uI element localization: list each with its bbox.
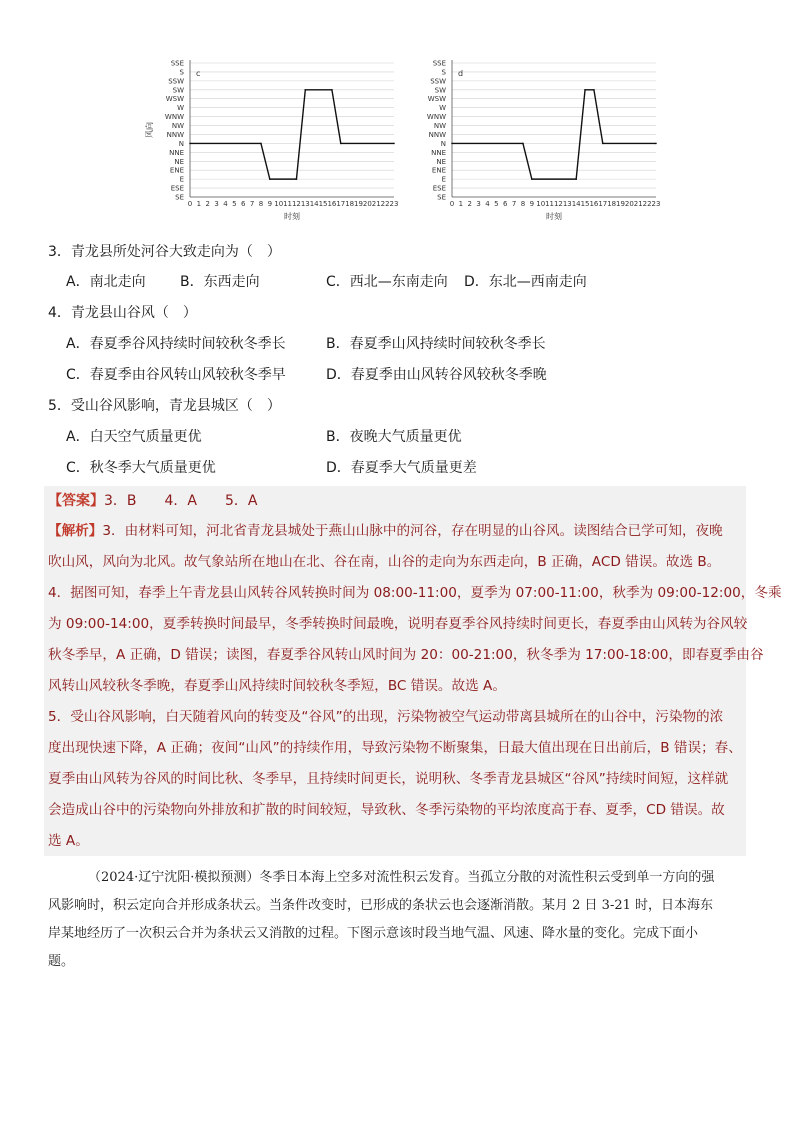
y-tick-label: WNW [164, 113, 184, 122]
y-tick-label: W [177, 104, 184, 113]
analysis-3-line-1: 3．由材料可知，河北省青龙县城处于燕山山脉中的河谷，存在明显的山谷风。读图结合已学可知，夜晚 [102, 523, 723, 539]
q5-option-a: A．白天空气质量更优 [66, 429, 202, 445]
data-point [655, 143, 657, 145]
y-tick-label: N [440, 139, 446, 148]
x-tick-label: 16 [327, 200, 337, 208]
analysis-5-line-4: 会造成山谷中的污染物向外排放和扩散的时间较短，导致秋、冬季污染物的平均浓度高于春、夏季，CD 错误。故 [48, 802, 725, 818]
data-point [296, 178, 298, 180]
data-point [189, 143, 191, 145]
analysis-5-line-5: 选 A。 [48, 833, 89, 849]
x-tick-label: 7 [511, 200, 517, 208]
y-tick-label: SSE [170, 59, 184, 68]
analysis-paragraph-4 [48, 578, 782, 702]
data-point [584, 89, 586, 91]
x-tick-label: 6 [502, 200, 508, 208]
x-tick-label: 22 [380, 200, 390, 208]
x-tick-label: 14 [571, 200, 581, 208]
y-tick-label: SSW [430, 77, 446, 86]
y-tick-label: SE [437, 193, 446, 202]
x-tick-label: 12 [291, 200, 301, 208]
x-tick-label: 5 [232, 200, 237, 208]
data-point [331, 89, 333, 91]
x-tick-label: 14 [309, 200, 319, 208]
data-point [451, 143, 453, 145]
analysis-4-line-3: 秋冬季早，A 正确，D 错误；读图，春夏季谷风转山风时间为 20：00-21:00，秋冬季为 17:00-18:00，即春夏季由谷 [48, 647, 764, 663]
x-tick-label: 3 [476, 200, 481, 208]
x-tick-label: 2 [205, 200, 210, 208]
y-tick-label: ESE [170, 184, 184, 193]
q4-option-c: C．春夏季由谷风转山风较秋冬季早 [66, 367, 286, 383]
x-tick-label: 7 [249, 200, 255, 208]
y-tick-label: SW [434, 86, 446, 95]
y-tick-label: E [441, 175, 446, 184]
x-tick-label: 21 [371, 200, 381, 208]
next-question-material [48, 864, 748, 976]
x-tick-label: 0 [187, 200, 193, 208]
x-tick-label: 1 [196, 200, 202, 208]
x-tick-label: 17 [598, 200, 608, 208]
y-tick-label: SSE [432, 59, 446, 68]
x-tick-label: 5 [494, 200, 499, 208]
x-tick-label: 17 [336, 200, 346, 208]
analysis-5-line-3: 夏季由山风转为谷风的时间比秋、冬季早，且持续时间更长，说明秋、冬季青龙县城区“谷风”持续时间短，这样就 [48, 771, 729, 787]
analysis-tag: 【解析】 [48, 523, 103, 539]
x-tick-label: 0 [449, 200, 455, 208]
y-tick-label: ENE [169, 166, 184, 175]
y-tick-label: WSW [427, 95, 446, 104]
q3-option-d: D．东北—西南走向 [464, 274, 587, 290]
x-tick-label: 11 [283, 200, 293, 208]
x-tick-label: 23 [651, 200, 661, 208]
x-tick-label: 16 [589, 200, 599, 208]
x-tick-label: 19 [354, 200, 363, 208]
x-tick-label: 18 [345, 200, 355, 208]
material-line-4: 题。 [48, 954, 75, 969]
x-tick-label: 8 [520, 200, 526, 208]
x-tick-label: 15 [580, 200, 590, 208]
analysis-4-line-1: 4．据图可知，春季上午青龙县山风转谷风转换时间为 08:00-11:00，夏季为 07:00-11:00，秋季为 09:00-12:00，冬乘 [48, 585, 782, 601]
data-point [522, 143, 524, 145]
material-line-1: （2024·辽宁沈阳·模拟预测）冬季日本海上空多对流性积云发育。当孤立分散的对流性积云受到单一方向的强 [88, 870, 715, 885]
data-point [593, 89, 595, 91]
x-tick-label: 10 [274, 200, 284, 208]
panel-label: d [458, 69, 464, 78]
x-tick-label: 23 [389, 200, 399, 208]
x-tick-label: 6 [240, 200, 246, 208]
x-tick-label: 13 [562, 200, 572, 208]
data-point [393, 143, 395, 145]
answer-line [48, 491, 257, 511]
x-tick-label: 9 [529, 200, 535, 208]
y-tick-label: NNW [166, 130, 184, 139]
analysis-4-line-2: 为 09:00-14:00，夏季转换时间最早，冬季转换时间最晚，说明春夏季谷风持续时间更长，春夏季由山风转为谷风较 [48, 616, 748, 632]
y-tick-label: W [439, 104, 446, 113]
data-point [340, 143, 342, 145]
q3-option-a: A．南北走向 [66, 274, 146, 290]
material-line-2: 风影响时，积云定向合并形成条状云。当条件改变时，已形成的条状云也会逐渐消散。某月 2 日 3-21 时，日本海东 [48, 898, 714, 913]
y-tick-label: NE [436, 157, 446, 166]
y-tick-label: NNW [428, 130, 446, 139]
y-tick-label: NW [171, 122, 184, 131]
q5-option-d: D．春夏季大气质量更差 [326, 460, 477, 476]
x-tick-label: 11 [545, 200, 555, 208]
analysis-paragraph-3 [48, 516, 742, 578]
x-axis-label: 时刻 [546, 212, 562, 221]
x-tick-label: 4 [485, 200, 490, 208]
y-tick-label: ENE [431, 166, 446, 175]
x-tick-label: 13 [300, 200, 310, 208]
x-tick-label: 20 [624, 200, 634, 208]
y-tick-label: NW [433, 122, 446, 131]
chart-svg [138, 55, 661, 235]
x-tick-label: 3 [214, 200, 219, 208]
data-point [575, 178, 577, 180]
x-tick-label: 9 [267, 200, 273, 208]
question-3-stem: 3．青龙县所处河谷大致走向为（ ） [48, 244, 281, 260]
analysis-paragraph-5 [48, 702, 742, 857]
y-tick-label: NNE [169, 148, 184, 157]
x-tick-label: 15 [318, 200, 328, 208]
y-tick-label: WSW [165, 95, 184, 104]
x-tick-label: 8 [258, 200, 264, 208]
y-tick-label: WNW [426, 113, 446, 122]
q3-option-b: B．东西走向 [180, 274, 260, 290]
question-4-stem: 4．青龙县山谷风（ ） [48, 305, 197, 321]
y-tick-label: S [179, 68, 184, 77]
x-tick-label: 19 [616, 200, 625, 208]
x-tick-label: 1 [458, 200, 464, 208]
x-tick-label: 4 [223, 200, 228, 208]
data-point [602, 143, 604, 145]
analysis-4-line-4: 风转山风较秋冬季晚，春夏季山风持续时间较秋冬季短，BC 错误。故选 A。 [48, 678, 506, 694]
material-line-3: 岸某地经历了一次积云合并为条状云又消散的过程。下图示意该时段当地气温、风速、降水量的变化。完成下面小 [48, 926, 699, 941]
answer-text: 3．B 4．A 5．A [104, 493, 258, 509]
q3-option-c: C．西北—东南走向 [326, 274, 448, 290]
y-tick-label: NNE [431, 148, 446, 157]
answer-analysis-block [44, 486, 782, 856]
y-tick-label: SSW [168, 77, 184, 86]
x-tick-label: 10 [536, 200, 546, 208]
y-tick-label: E [179, 175, 184, 184]
data-point [269, 178, 271, 180]
x-tick-label: 22 [642, 200, 652, 208]
q4-option-a: A．春夏季谷风持续时间较秋冬季长 [66, 336, 286, 352]
x-axis-label: 时刻 [284, 212, 300, 221]
x-tick-label: 21 [633, 200, 643, 208]
q5-option-b: B．夜晚大气质量更优 [326, 429, 462, 445]
question-5-stem: 5．受山谷风影响，青龙县城区（ ） [48, 398, 281, 414]
analysis-5-line-2: 度出现快速下降，A 正确；夜间“山风”的持续作用，导致污染物不断聚集，日最大值出现在日出前后，B 错误；春、 [48, 740, 742, 756]
y-tick-label: ESE [432, 184, 446, 193]
data-point [260, 143, 262, 145]
panel-label: c [196, 69, 201, 78]
x-tick-label: 2 [467, 200, 472, 208]
wind-direction-charts [138, 55, 661, 235]
y-tick-label: S [441, 68, 446, 77]
q4-option-d: D．春夏季由山风转谷风较秋冬季晚 [326, 367, 547, 383]
analysis-5-line-1: 5．受山谷风影响，白天随着风向的转变及“谷风”的出现，污染物被空气运动带离县城所在的山谷中，污染物的浓 [48, 709, 724, 725]
data-point [305, 89, 307, 91]
y-tick-label: N [178, 139, 184, 148]
x-tick-label: 20 [362, 200, 372, 208]
y-tick-label: NE [174, 157, 184, 166]
x-tick-label: 18 [607, 200, 617, 208]
data-point [531, 178, 533, 180]
q4-option-b: B．春夏季山风持续时间较秋冬季长 [326, 336, 546, 352]
answer-tag: 【答案】 [48, 493, 104, 509]
y-axis-label: 风向 [145, 122, 154, 138]
y-tick-label: SE [175, 193, 184, 202]
q5-option-c: C．秋冬季大气质量更优 [66, 460, 216, 476]
x-tick-label: 12 [553, 200, 563, 208]
y-tick-label: SW [172, 86, 184, 95]
analysis-3-line-2: 吹山风，风向为北风。故气象站所在地山在北、谷在南，山谷的走向为东西走向，B 正确，ACD 错误。故选 B。 [48, 554, 721, 570]
